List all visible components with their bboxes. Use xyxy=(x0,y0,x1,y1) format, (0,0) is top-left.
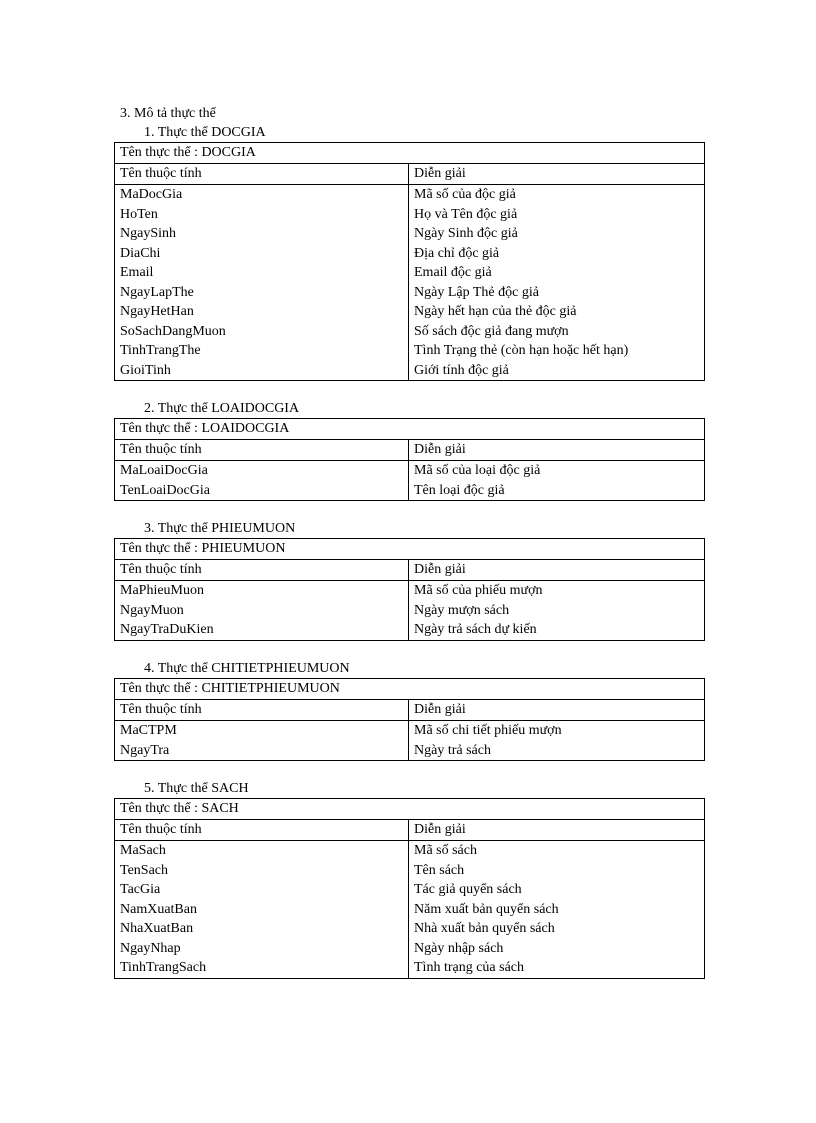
table-row xyxy=(115,601,705,621)
entity-caption: Tên thực thể : DOCGIA xyxy=(115,143,705,164)
header-description: Diễn giải xyxy=(409,820,705,841)
attribute-name-cell: MaSach xyxy=(115,841,409,861)
attribute-name-cell: NgayMuon xyxy=(115,601,409,621)
attribute-name-cell: NgayTra xyxy=(115,741,409,761)
section-heading: 3. Mô tả thực thể xyxy=(120,106,216,121)
entity-caption: Tên thực thể : PHIEUMUON xyxy=(115,539,705,560)
table-row xyxy=(115,620,705,640)
attribute-name-cell: NhaXuatBan xyxy=(115,919,409,939)
table-header-row xyxy=(115,164,705,185)
attribute-description-cell: Giới tính độc giả xyxy=(409,361,705,381)
table-row xyxy=(115,581,705,601)
table-row xyxy=(115,721,705,741)
attribute-description-cell: Tên loại độc giả xyxy=(409,481,705,501)
table-header-row xyxy=(115,700,705,721)
table-row xyxy=(115,481,705,501)
table-row xyxy=(115,741,705,761)
attribute-name-cell: TinhTrangThe xyxy=(115,341,409,361)
entity-caption-row xyxy=(115,143,705,164)
entity-section xyxy=(114,780,704,979)
table-row xyxy=(115,361,705,381)
entity-section xyxy=(114,520,704,641)
attribute-description-cell: Nhà xuất bản quyển sách xyxy=(409,919,705,939)
header-description: Diễn giải xyxy=(409,440,705,461)
attribute-description-cell: Họ và Tên độc giả xyxy=(409,205,705,225)
attribute-description-cell: Mã số của loại độc giả xyxy=(409,461,705,481)
entity-caption-row xyxy=(115,679,705,700)
entity-caption-row xyxy=(115,419,705,440)
attribute-description-cell: Ngày trả sách dự kiến xyxy=(409,620,705,640)
entity-title: 3. Thực thể PHIEUMUON xyxy=(144,521,296,536)
attribute-name-cell: MaCTPM xyxy=(115,721,409,741)
table-row xyxy=(115,900,705,920)
attribute-description-cell: Số sách độc giả đang mượn xyxy=(409,322,705,342)
entity-table xyxy=(114,538,705,641)
table-row xyxy=(115,958,705,978)
entity-table xyxy=(114,142,705,381)
attribute-description-cell: Ngày mượn sách xyxy=(409,601,705,621)
entity-section xyxy=(114,400,704,501)
attribute-name-cell: NgayTraDuKien xyxy=(115,620,409,640)
attribute-name-cell: TenLoaiDocGia xyxy=(115,481,409,501)
attribute-name-cell: NgaySinh xyxy=(115,224,409,244)
table-row xyxy=(115,302,705,322)
attribute-description-cell: Tác giả quyển sách xyxy=(409,880,705,900)
attribute-name-cell: MaPhieuMuon xyxy=(115,581,409,601)
entity-caption: Tên thực thể : CHITIETPHIEUMUON xyxy=(115,679,705,700)
attribute-description-cell: Địa chỉ độc giả xyxy=(409,244,705,264)
attribute-name-cell: Email xyxy=(115,263,409,283)
table-row xyxy=(115,461,705,481)
entity-title: 5. Thực thể SACH xyxy=(144,781,249,796)
entity-title: 4. Thực thể CHITIETPHIEUMUON xyxy=(144,661,350,676)
table-row xyxy=(115,919,705,939)
table-row xyxy=(115,880,705,900)
attribute-description-cell: Mã số của độc giả xyxy=(409,185,705,205)
entity-table xyxy=(114,798,705,979)
attribute-name-cell: NgayNhap xyxy=(115,939,409,959)
attribute-name-cell: HoTen xyxy=(115,205,409,225)
attribute-name-cell: TenSach xyxy=(115,861,409,881)
attribute-name-cell: NgayLapThe xyxy=(115,283,409,303)
attribute-name-cell: NamXuatBan xyxy=(115,900,409,920)
entity-table xyxy=(114,418,705,501)
table-row xyxy=(115,939,705,959)
entity-title: 2. Thực thể LOAIDOCGIA xyxy=(144,401,300,416)
table-row xyxy=(115,841,705,861)
header-description: Diễn giải xyxy=(409,164,705,185)
attribute-name-cell: TinhTrangSach xyxy=(115,958,409,978)
header-attribute-name: Tên thuộc tính xyxy=(115,560,409,581)
entity-caption: Tên thực thể : LOAIDOCGIA xyxy=(115,419,705,440)
entity-caption: Tên thực thể : SACH xyxy=(115,799,705,820)
attribute-description-cell: Ngày Lập Thẻ độc giả xyxy=(409,283,705,303)
attribute-name-cell: MaDocGia xyxy=(115,185,409,205)
table-header-row xyxy=(115,820,705,841)
table-row xyxy=(115,322,705,342)
table-row xyxy=(115,205,705,225)
attribute-description-cell: Mã số sách xyxy=(409,841,705,861)
table-row xyxy=(115,263,705,283)
entity-table xyxy=(114,678,705,761)
attribute-description-cell: Mã số của phiếu mượn xyxy=(409,581,705,601)
entity-title: 1. Thực thể DOCGIA xyxy=(144,125,266,140)
header-attribute-name: Tên thuộc tính xyxy=(115,164,409,185)
attribute-name-cell: NgayHetHan xyxy=(115,302,409,322)
header-attribute-name: Tên thuộc tính xyxy=(115,700,409,721)
attribute-description-cell: Ngày nhập sách xyxy=(409,939,705,959)
entity-section xyxy=(114,660,704,761)
attribute-name-cell: GioiTinh xyxy=(115,361,409,381)
attribute-name-cell: DiaChi xyxy=(115,244,409,264)
attribute-name-cell: MaLoaiDocGia xyxy=(115,461,409,481)
entity-caption-row xyxy=(115,799,705,820)
header-description: Diễn giải xyxy=(409,560,705,581)
attribute-name-cell: TacGia xyxy=(115,880,409,900)
entity-caption-row xyxy=(115,539,705,560)
entity-section xyxy=(114,124,704,381)
header-description: Diễn giải xyxy=(409,700,705,721)
table-row xyxy=(115,224,705,244)
attribute-name-cell: SoSachDangMuon xyxy=(115,322,409,342)
attribute-description-cell: Email độc giả xyxy=(409,263,705,283)
table-row xyxy=(115,341,705,361)
attribute-description-cell: Mã số chi tiết phiếu mượn xyxy=(409,721,705,741)
attribute-description-cell: Tên sách xyxy=(409,861,705,881)
table-row xyxy=(115,283,705,303)
header-attribute-name: Tên thuộc tính xyxy=(115,820,409,841)
attribute-description-cell: Tình trạng của sách xyxy=(409,958,705,978)
attribute-description-cell: Ngày trả sách xyxy=(409,741,705,761)
attribute-description-cell: Năm xuất bản quyển sách xyxy=(409,900,705,920)
attribute-description-cell: Tình Trạng thẻ (còn hạn hoặc hết hạn) xyxy=(409,341,705,361)
attribute-description-cell: Ngày hết hạn của thẻ độc giả xyxy=(409,302,705,322)
table-header-row xyxy=(115,560,705,581)
header-attribute-name: Tên thuộc tính xyxy=(115,440,409,461)
attribute-description-cell: Ngày Sinh độc giả xyxy=(409,224,705,244)
table-row xyxy=(115,244,705,264)
table-row xyxy=(115,185,705,205)
table-header-row xyxy=(115,440,705,461)
table-row xyxy=(115,861,705,881)
